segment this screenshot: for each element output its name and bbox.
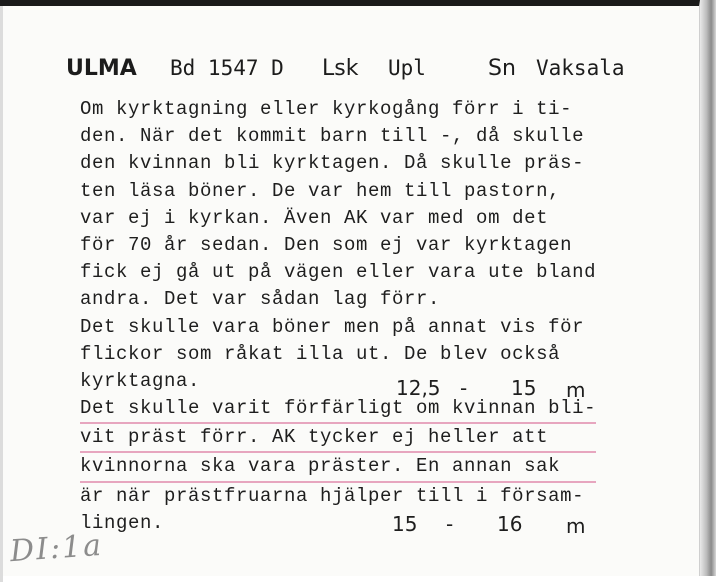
page-ref-1-unit: m	[566, 378, 586, 402]
body-line-underlined: vit präst förr. AK tycker ej heller att	[80, 424, 596, 453]
county-label: Lsk	[322, 56, 359, 81]
parish-label: Sn	[488, 56, 516, 81]
page-ref-1-dash: -	[460, 376, 468, 400]
page-ref-1-to: 15	[511, 376, 537, 400]
card-body	[80, 96, 596, 537]
county-value: Upl	[388, 56, 426, 80]
page-ref-1-from: 12,5	[396, 376, 441, 400]
body-line: lingen.	[80, 511, 165, 534]
body-line: var ej i kyrkan. Även AK var med om det	[80, 206, 549, 229]
archive-code: ULMA	[66, 56, 137, 81]
parish-value: Vaksala	[536, 56, 625, 80]
body-line: ten läsa böner. De var hem till pastorn,	[80, 179, 561, 202]
handwritten-signature: DI:1a	[8, 527, 105, 570]
body-line: flickor som råkat illa ut. De blev också	[80, 342, 561, 365]
body-line: Om kyrktagning eller kyrkogång förr i ti-	[80, 98, 573, 120]
body-line-underlined: Det skulle varit förfärligt om kvinnan bli-	[80, 395, 596, 424]
body-line: för 70 år sedan. Den som ej var kyrktagen	[80, 233, 573, 256]
page-ref-2-dash: -	[446, 512, 454, 536]
volume-ref: Bd 1547 D	[170, 56, 284, 80]
body-line-underlined: kvinnorna ska vara präster. En annan sak	[80, 453, 596, 482]
body-line: kyrktagna.	[80, 369, 201, 392]
body-line: fick ej gå ut på vägen eller vara ute bland	[80, 261, 597, 284]
body-line: den kvinnan bli kyrktagen. Då skulle präs-	[80, 152, 585, 175]
card-left-edge	[0, 6, 3, 582]
page-ref-2-unit: m	[566, 514, 586, 538]
body-line: andra. Det var sådan lag förr.	[80, 288, 441, 311]
body-line: är när prästfruarna hjälper till i försam-	[80, 484, 585, 507]
body-line: den. När det kommit barn till -, då skulle	[80, 125, 585, 148]
body-line: Det skulle vara böner men på annat vis för	[80, 315, 585, 338]
page-ref-2-to: 16	[497, 512, 523, 536]
scanner-edge	[700, 0, 716, 576]
page-ref-2-from: 15	[392, 512, 418, 536]
